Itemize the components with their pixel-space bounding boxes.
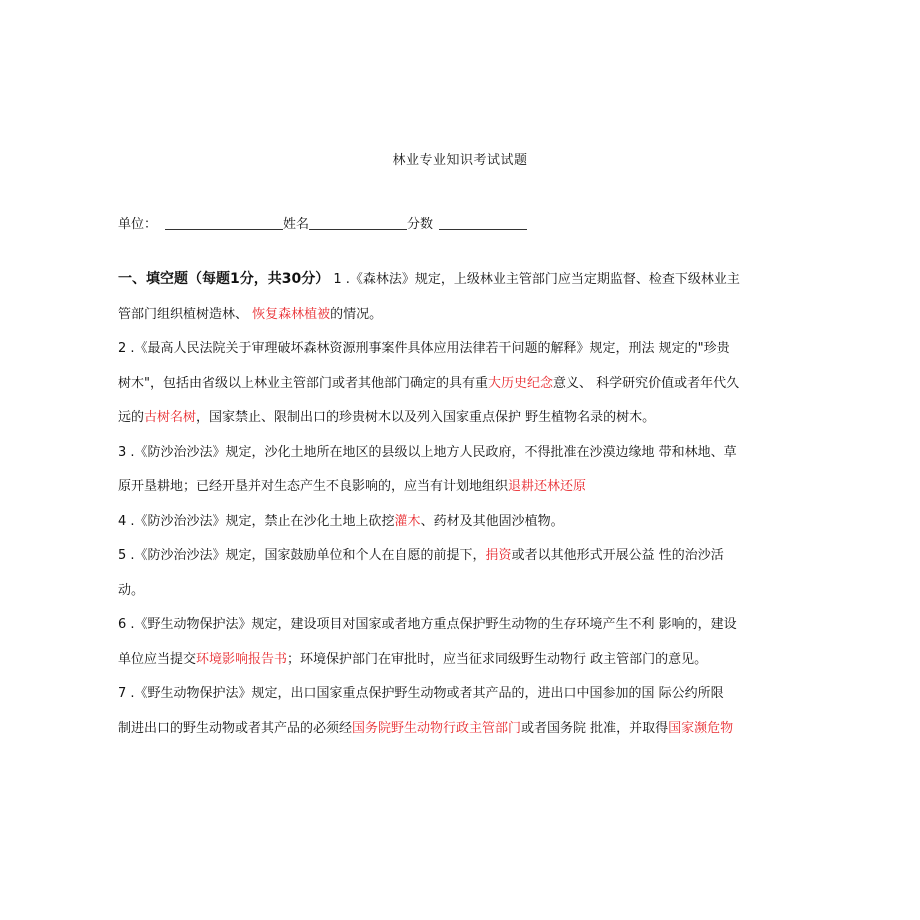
question-3-line-1	[118, 436, 808, 471]
answer-text: 退耕还林还原	[508, 479, 587, 494]
answer-text: 国务院野生动物行政主管部门	[352, 720, 522, 736]
question-2-line-3	[118, 401, 808, 436]
answer-text: 环境影响报告书	[196, 651, 288, 667]
question-text: 3 .《防沙治沙法》规定，沙化土地所在地区的县级以上地方人民政府，不得批准在沙漠边缘地 带和林地、草	[118, 444, 737, 460]
question-text: 5 .《防沙治沙法》规定，国家鼓励单位和个人在自愿的前提下，	[118, 548, 486, 563]
exam-info-line	[118, 213, 527, 232]
unit-label: 单位：	[118, 217, 158, 232]
question-2-line-2	[118, 367, 808, 402]
question-text: 或者以其他形式开展公益 性的治沙活	[511, 548, 724, 563]
page-title: 林业专业知识考试试题	[392, 153, 528, 168]
question-1-line-2	[118, 298, 808, 333]
name-blank	[309, 217, 407, 230]
question-7-line-2	[118, 712, 808, 747]
name-label: 姓名	[283, 217, 310, 232]
answer-text: 古树名树	[144, 410, 197, 425]
question-6-line-2	[118, 643, 808, 678]
question-5-line-2	[118, 574, 808, 609]
question-text: 动。	[118, 582, 145, 598]
question-text: 单位应当提交	[118, 651, 197, 667]
question-text: 意义、 科学研究价值或者年代久	[553, 375, 740, 391]
answer-text: 灌木	[394, 513, 421, 529]
question-text: ，国家禁止、限制出口的珍贵树木以及列入国家重点保护 野生植物名录的树木。	[196, 410, 656, 425]
question-text: 原开垦耕地；已经开垦并对生态产生不良影响的，应当有计划地组织	[118, 479, 509, 494]
question-1-line-1	[118, 262, 808, 298]
question-content	[118, 262, 808, 746]
answer-text: 捐资	[485, 548, 512, 563]
question-text: 2 .《最高人民法院关于审理破坏森林资源刑事案件具体应用法律若干问题的解释》规定，刑法 规定的"珍贵	[118, 341, 730, 356]
question-text: 树木"，包括由省级以上林业主管部门或者其他部门确定的具有重	[118, 375, 488, 391]
question-text: 、药材及其他固沙植物。	[420, 513, 564, 529]
answer-text: 大历史纪念	[487, 375, 553, 391]
question-text: 7 .《野生动物保护法》规定，出口国家重点保护野生动物或者其产品的，进出口中国参加的国 际公约所限	[118, 686, 724, 701]
unit-blank	[165, 217, 283, 230]
question-text: 制进出口的野生动物或者其产品的必须经	[118, 720, 353, 736]
question-4-line-1	[118, 505, 808, 540]
question-text: ；环境保护部门在审批时，应当征求同级野生动物行 政主管部门的意见。	[287, 651, 708, 667]
section-heading: 一、填空题（每题1分，共30分）	[118, 271, 330, 287]
question-text: 的情况。	[330, 306, 383, 322]
question-text: 或者国务院 批准，并取得	[521, 720, 669, 736]
question-2-line-1	[118, 332, 808, 367]
question-text: 1 .《森林法》规定，上级林业主管部门应当定期监督、检查下级林业主	[329, 272, 740, 287]
question-text: 6 .《野生动物保护法》规定，建设项目对国家或者地方重点保护野生动物的生存环境产生不利 影响的，建设	[118, 617, 737, 632]
question-7-line-1	[118, 677, 808, 712]
score-blank	[439, 217, 527, 230]
answer-text: 恢复森林植被	[252, 306, 331, 322]
question-text: 4 .《防沙治沙法》规定，禁止在沙化土地上砍挖	[118, 513, 395, 529]
answer-text: 国家濒危物	[668, 720, 734, 736]
question-3-line-2	[118, 470, 808, 505]
question-text: 管部门组织植树造林、	[118, 306, 253, 322]
question-5-line-1	[118, 539, 808, 574]
question-6-line-1	[118, 608, 808, 643]
question-text: 远的	[118, 410, 145, 425]
score-label: 分数	[407, 217, 434, 232]
